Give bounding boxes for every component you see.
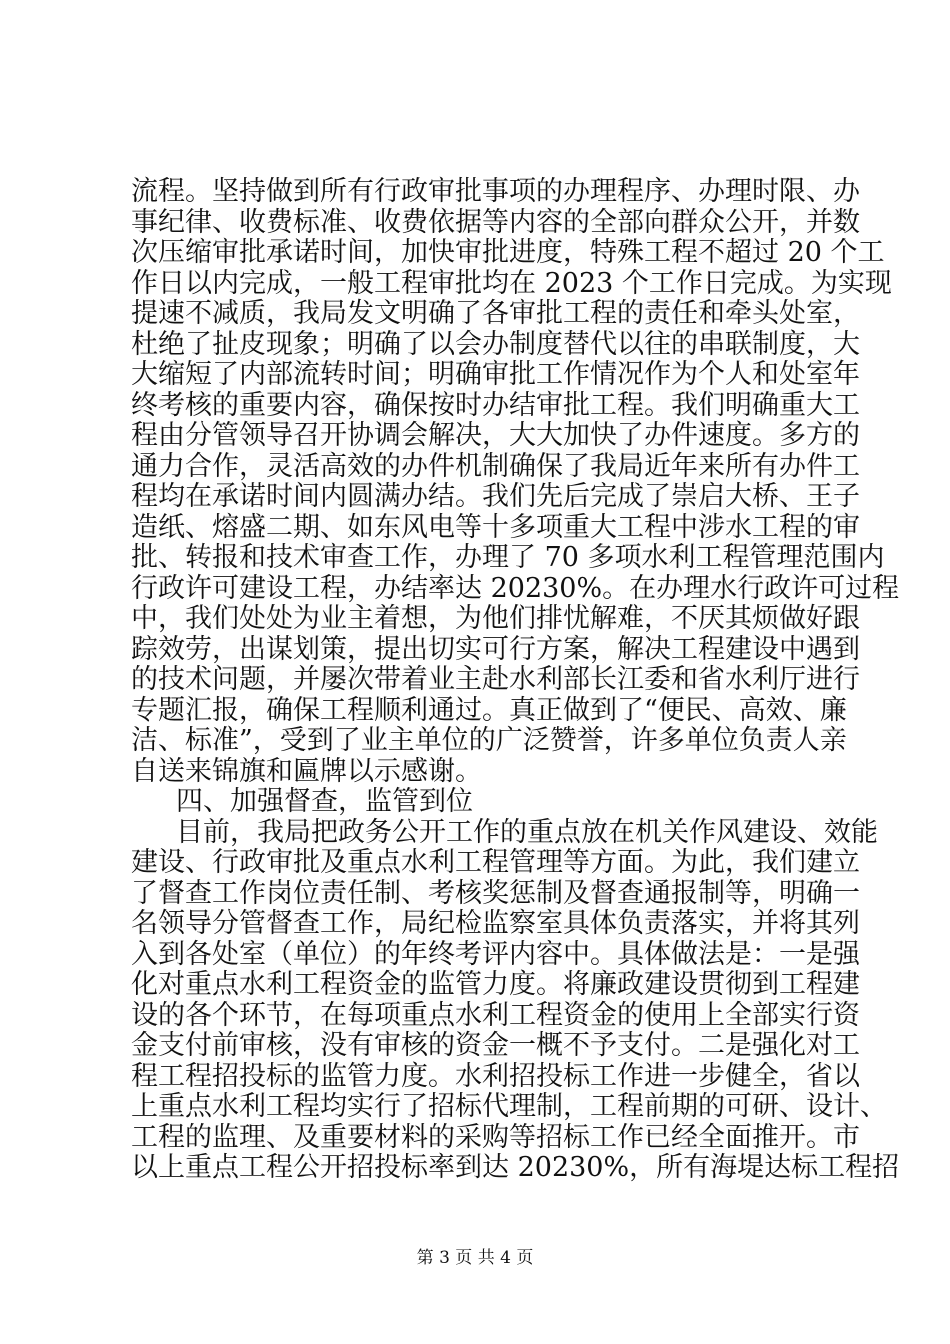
text-line: 专题汇报，确保工程顺利通过。真正做到了“便民、高效、廉 xyxy=(131,695,847,726)
text-line: 上重点水利工程均实行了招标代理制，工程前期的可研、设计、 xyxy=(131,1091,887,1122)
text-line: 名领导分管督查工作，局纪检监察室具体负责落实，并将其列 xyxy=(131,908,860,939)
text-line: 大缩短了内部流转时间；明确审批工作情况作为个人和处室年 xyxy=(131,359,860,390)
text-line: 作日以内完成，一般工程审批均在 2023 个工作日完成。为实现 xyxy=(131,268,892,299)
page-footer: 第 3 页 共 4 页 xyxy=(416,1248,534,1268)
text-line: 工程的监理、及重要材料的采购等招标工作已经全面推开。市 xyxy=(131,1122,860,1153)
text-line: 洁、标准”，受到了业主单位的广泛赞誉，许多单位负责人亲 xyxy=(131,725,847,756)
text-line: 以上重点工程公开招投标率到达 20230%，所有海堤达标工程招 xyxy=(131,1152,900,1183)
text-line: 金支付前审核，没有审核的资金一概不予支付。二是强化对工 xyxy=(131,1030,860,1061)
text-line: 杜绝了扯皮现象；明确了以会办制度替代以往的串联制度，大 xyxy=(131,329,860,360)
text-line: 事纪律、收费标准、收费依据等内容的全部向群众公开，并数 xyxy=(131,207,860,238)
text-line: 目前，我局把政务公开工作的重点放在机关作风建设、效能 xyxy=(176,817,878,848)
section-heading: 四、加强督查，监管到位 xyxy=(176,786,473,817)
text-line: 程由分管领导召开协调会解决，大大加快了办件速度。多方的 xyxy=(131,420,860,451)
text-line: 自送来锦旗和匾牌以示感谢。 xyxy=(131,756,482,787)
text-line: 行政许可建设工程，办结率达 20230%。在办理水行政许可过程 xyxy=(131,573,900,604)
text-line: 化对重点水利工程资金的监管力度。将廉政建设贯彻到工程建 xyxy=(131,969,860,1000)
text-line: 的技术问题，并屡次带着业主赴水利部长江委和省水利厅进行 xyxy=(131,664,860,695)
text-line: 程工程招投标的监管力度。水利招投标工作进一步健全，省以 xyxy=(131,1061,860,1092)
text-line: 踪效劳，出谋划策，提出切实可行方案，解决工程建设中遇到 xyxy=(131,634,860,665)
text-line: 终考核的重要内容，确保按时办结审批工程。我们明确重大工 xyxy=(131,390,860,421)
text-line: 中，我们处处为业主着想，为他们排忧解难，不厌其烦做好跟 xyxy=(131,603,860,634)
text-line: 入到各处室（单位）的年终考评内容中。具体做法是：一是强 xyxy=(131,939,860,970)
text-line: 通力合作，灵活高效的办件机制确保了我局近年来所有办件工 xyxy=(131,451,860,482)
text-line: 提速不减质，我局发文明确了各审批工程的责任和牵头处室， xyxy=(131,298,860,329)
text-line: 了督查工作岗位责任制、考核奖惩制及督查通报制等，明确一 xyxy=(131,878,860,909)
text-line: 设的各个环节，在每项重点水利工程资金的使用上全部实行资 xyxy=(131,1000,860,1031)
text-line: 批、转报和技术审查工作，办理了 70 多项水利工程管理范围内 xyxy=(131,542,885,573)
text-line: 造纸、熔盛二期、如东风电等十多项重大工程中涉水工程的审 xyxy=(131,512,860,543)
text-line: 次压缩审批承诺时间，加快审批进度，特殊工程不超过 20 个工 xyxy=(131,237,885,268)
text-line: 程均在承诺时间内圆满办结。我们先后完成了崇启大桥、王子 xyxy=(131,481,860,512)
text-line: 建设、行政审批及重点水利工程管理等方面。为此，我们建立 xyxy=(131,847,860,878)
text-line: 流程。坚持做到所有行政审批事项的办理程序、办理时限、办 xyxy=(131,176,860,207)
